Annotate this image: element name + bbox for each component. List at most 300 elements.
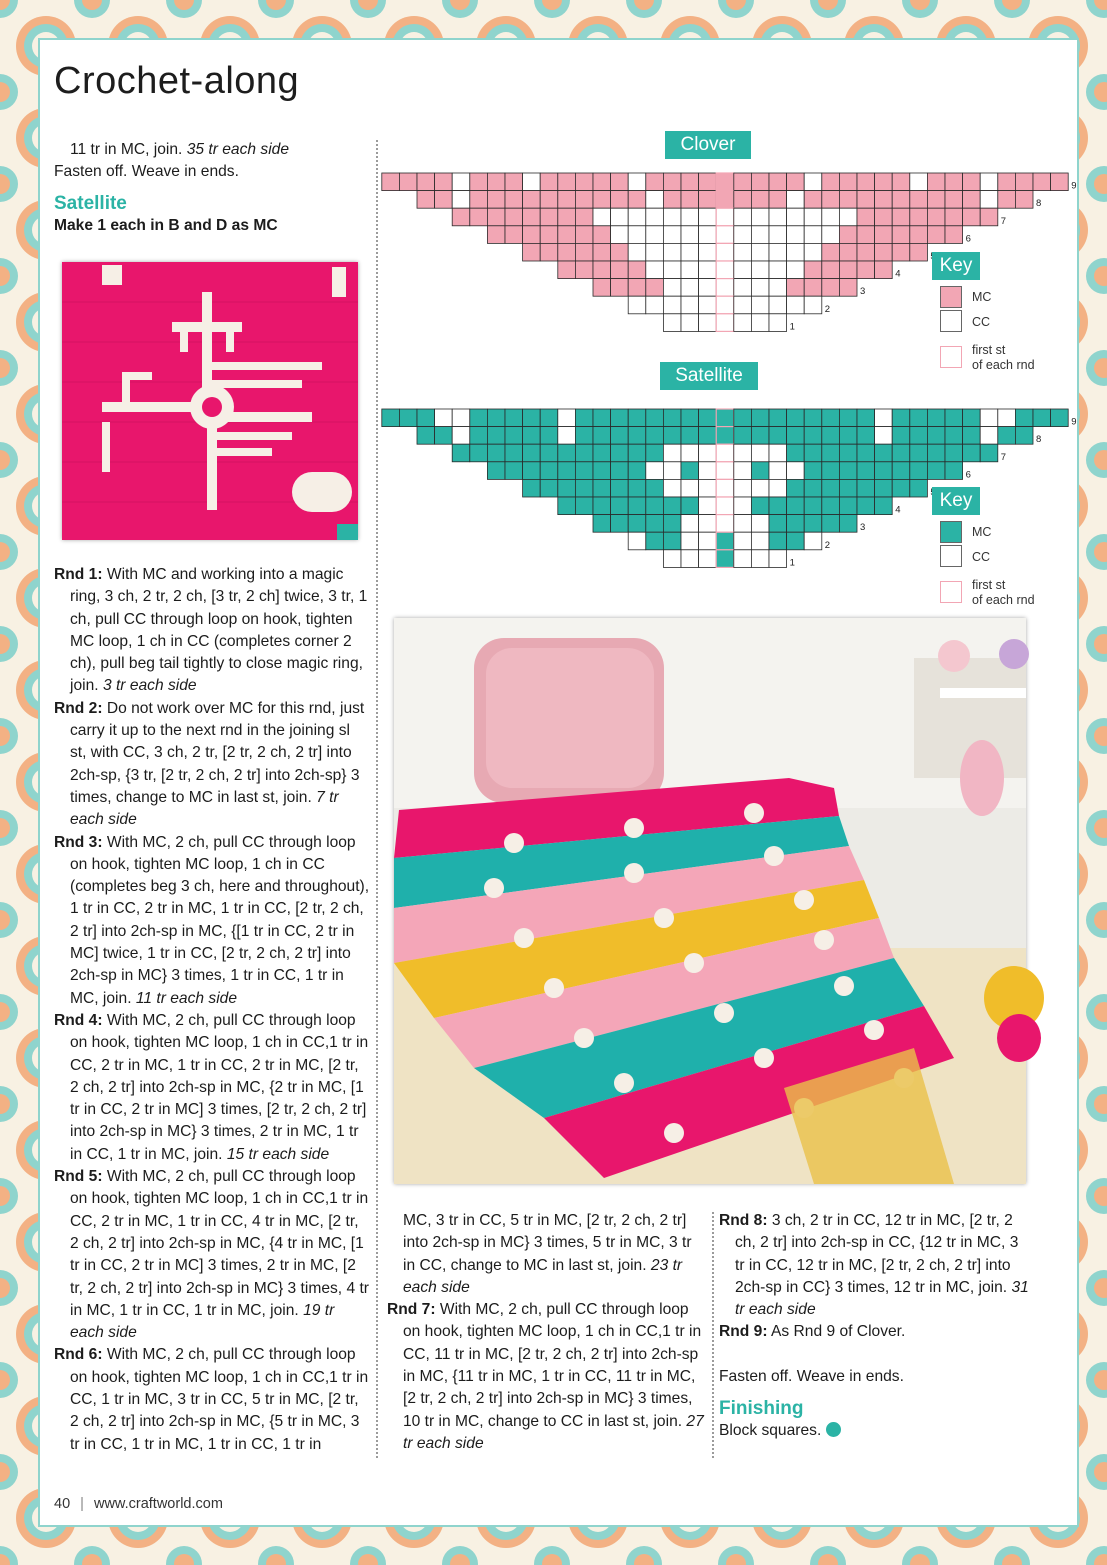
chart-row-number: 6 — [965, 469, 971, 481]
chart-cell — [663, 208, 681, 226]
chart-cell — [505, 444, 523, 462]
satellite-square-photo — [62, 262, 358, 540]
clover-key-first-label — [972, 343, 1035, 373]
chart-cell — [558, 409, 576, 427]
chart-cell — [751, 409, 769, 427]
column-2 — [387, 1210, 705, 1455]
chart-cell — [892, 479, 910, 497]
chart-cell — [875, 444, 893, 462]
chart-cell — [593, 173, 611, 191]
chart-cell — [540, 409, 558, 427]
chart-cell — [875, 462, 893, 480]
chart-cell — [716, 532, 734, 550]
chart-cell — [839, 279, 857, 297]
chart-cell — [417, 191, 435, 209]
chart-cell — [892, 173, 910, 191]
chart-cell — [575, 261, 593, 279]
chart-cell — [910, 409, 928, 427]
chart-row-number: 9 — [1071, 180, 1077, 192]
chart-cell — [646, 296, 664, 314]
section-subtitle: Make 1 each in B and D as MC — [54, 216, 278, 234]
round-8-text: 3 ch, 2 tr in CC, 12 tr in MC, [2 tr, 2 ch, 2 tr] into 2ch-sp in CC, {12 tr in MC, 3 tr in CC, 12 tr in MC, [2 tr, 2 ch, 2 tr] into 2ch-sp in CC} 3 times, 12 tr in MC, join. — [735, 1212, 1019, 1296]
chart-cell — [945, 427, 963, 445]
round-6-count: 23 tr each side — [403, 1256, 683, 1296]
chart-cell — [611, 444, 629, 462]
chart-cell — [716, 243, 734, 261]
chart-cell — [558, 208, 576, 226]
chart-cell — [699, 515, 717, 533]
chart-cell — [787, 296, 805, 314]
chart-cell — [734, 314, 752, 332]
chart-cell — [822, 243, 840, 261]
chart-cell — [663, 243, 681, 261]
chart-cell — [804, 409, 822, 427]
chart-cell — [699, 279, 717, 297]
chart-cell — [734, 173, 752, 191]
yarn-ball-icon — [826, 1422, 841, 1437]
chart-cell — [787, 409, 805, 427]
round-3-text: With MC, 2 ch, pull CC through loop on hook, tighten MC loop, 1 ch in CC (completes beg 3 ch, here and throughout), 1 tr in CC, 2 tr in MC, 1 tr in CC, [2 tr, 2 ch, 2 tr] into 2ch-sp in MC, {[1 tr in CC, 2 tr in MC] twice, 1 tr in CC, [2 tr, 2 ch, 2 tr] into 2ch-sp in MC} 3 times, 1 tr in CC, 1 tr in MC, join. — [70, 833, 370, 1007]
chart-row-number: 9 — [1071, 416, 1077, 428]
clover-key-title: Key — [932, 252, 980, 280]
chart-cell — [769, 296, 787, 314]
chart-cell — [399, 173, 417, 191]
chart-cell — [927, 173, 945, 191]
chart-cell — [628, 226, 646, 244]
chart-cell — [839, 427, 857, 445]
chart-cell — [769, 444, 787, 462]
chart-cell — [857, 462, 875, 480]
chart-cell — [963, 208, 981, 226]
chart-cell — [593, 515, 611, 533]
chart-cell — [804, 296, 822, 314]
round-9-label: Rnd 9: — [719, 1323, 768, 1341]
chart-cell — [716, 314, 734, 332]
satellite-key-first-line2: of each rnd — [972, 593, 1035, 607]
chart-cell — [769, 427, 787, 445]
chart-cell — [646, 444, 664, 462]
chart-cell — [751, 279, 769, 297]
chart-cell — [751, 173, 769, 191]
chart-cell — [734, 261, 752, 279]
chart-cell — [628, 479, 646, 497]
chart-cell — [505, 191, 523, 209]
chart-cell — [575, 173, 593, 191]
chart-cell — [839, 243, 857, 261]
chart-cell — [822, 427, 840, 445]
chart-cell — [751, 261, 769, 279]
column-1 — [54, 139, 370, 237]
chart-cell — [734, 532, 752, 550]
chart-cell — [716, 462, 734, 480]
chart-cell — [787, 515, 805, 533]
chart-cell — [1033, 173, 1051, 191]
chart-cell — [417, 427, 435, 445]
chart-cell — [769, 173, 787, 191]
chart-cell — [487, 444, 505, 462]
section-title-satellite: Satellite — [54, 192, 127, 214]
chart-cell — [681, 532, 699, 550]
round-3-count: 11 tr each side — [135, 989, 238, 1007]
chart-cell — [452, 444, 470, 462]
chart-cell — [857, 243, 875, 261]
chart-cell — [769, 515, 787, 533]
chart-cell — [998, 173, 1016, 191]
chart-cell — [470, 191, 488, 209]
chart-cell — [875, 173, 893, 191]
chart-row-number: 8 — [1036, 198, 1042, 210]
chart-cell — [505, 409, 523, 427]
chart-cell — [892, 226, 910, 244]
chart-cell — [769, 550, 787, 568]
chart-cell — [927, 462, 945, 480]
chart-cell — [804, 279, 822, 297]
chart-cell — [681, 515, 699, 533]
chart-cell — [857, 191, 875, 209]
chart-cell — [980, 208, 998, 226]
chart-cell — [452, 191, 470, 209]
chart-cell — [540, 243, 558, 261]
chart-cell — [769, 191, 787, 209]
chart-cell — [769, 479, 787, 497]
chart-cell — [611, 208, 629, 226]
chart-cell — [945, 226, 963, 244]
round-4-label: Rnd 4: — [54, 1011, 103, 1029]
round-4-text: With MC, 2 ch, pull CC through loop on hook, tighten MC loop, 1 ch in CC,1 tr in CC, 2 tr in MC, 1 tr in CC, 2 tr in MC, [2 tr, 2 ch, 2 tr] into 2ch-sp in MC, {2 tr in MC, [1 tr in CC, 2 tr in MC] 3 times, [2 tr, 2 ch, 2 tr] into 2ch-sp in MC} 3 times, 2 tr in MC, 1 tr in CC, 1 tr in MC, join. — [70, 1011, 369, 1163]
chart-cell — [1015, 427, 1033, 445]
chart-cell — [963, 409, 981, 427]
column-3 — [719, 1210, 1031, 1443]
chart-cell — [892, 427, 910, 445]
chart-cell — [804, 243, 822, 261]
chart-cell — [839, 226, 857, 244]
chart-cell — [734, 279, 752, 297]
chart-cell — [1051, 409, 1069, 427]
chart-cell — [769, 409, 787, 427]
chart-cell — [751, 479, 769, 497]
chart-cell — [540, 427, 558, 445]
chart-cell — [734, 444, 752, 462]
satellite-key-cc-swatch — [940, 545, 962, 567]
chart-cell — [822, 479, 840, 497]
chart-cell — [663, 279, 681, 297]
chart-cell — [505, 427, 523, 445]
chart-row-number: 7 — [1000, 215, 1007, 227]
chart-cell — [769, 226, 787, 244]
chart-cell — [734, 462, 752, 480]
chart-cell — [751, 427, 769, 445]
chart-cell — [769, 532, 787, 550]
chart-cell — [734, 226, 752, 244]
chart-cell — [487, 462, 505, 480]
intro-line-1 — [54, 139, 370, 161]
column-1-rounds — [54, 564, 370, 1456]
chart-cell — [646, 479, 664, 497]
chart-cell — [716, 296, 734, 314]
chart-cell — [875, 243, 893, 261]
chart-cell — [716, 279, 734, 297]
chart-cell — [663, 497, 681, 515]
chart-cell — [540, 479, 558, 497]
clover-key-first-line2: of each rnd — [972, 358, 1035, 372]
chart-cell — [681, 497, 699, 515]
chart-cell — [628, 191, 646, 209]
chart-cell — [804, 444, 822, 462]
chart-cell — [382, 173, 400, 191]
chart-cell — [945, 444, 963, 462]
chart-row-number: 1 — [789, 557, 795, 569]
chart-cell — [681, 444, 699, 462]
chart-cell — [628, 261, 646, 279]
chart-cell — [611, 261, 629, 279]
chart-cell — [787, 208, 805, 226]
chart-cell — [575, 226, 593, 244]
chart-cell — [751, 208, 769, 226]
round-5-label: Rnd 5: — [54, 1168, 103, 1186]
chart-cell — [787, 497, 805, 515]
chart-cell — [382, 409, 400, 427]
chart-cell — [857, 226, 875, 244]
chart-cell — [663, 261, 681, 279]
chart-cell — [716, 444, 734, 462]
chart-cell — [681, 191, 699, 209]
chart-cell — [628, 444, 646, 462]
chart-cell — [1015, 191, 1033, 209]
chart-cell — [1015, 173, 1033, 191]
chart-cell — [910, 173, 928, 191]
chart-cell — [540, 191, 558, 209]
chart-cell — [857, 173, 875, 191]
chart-cell — [927, 444, 945, 462]
chart-cell — [875, 208, 893, 226]
chart-cell — [593, 427, 611, 445]
chart-cell — [804, 462, 822, 480]
chart-cell — [927, 409, 945, 427]
intro-text: 11 tr in MC, join. — [70, 141, 183, 158]
round-1-count: 3 tr each side — [102, 677, 197, 695]
chart-cell — [804, 497, 822, 515]
round-6-label: Rnd 6: — [54, 1346, 103, 1364]
chart-cell — [857, 497, 875, 515]
chart-cell — [540, 226, 558, 244]
chart-row-number: 7 — [1000, 451, 1007, 463]
chart-cell — [558, 261, 576, 279]
chart-cell — [910, 479, 928, 497]
chart-cell — [734, 296, 752, 314]
chart-cell — [593, 409, 611, 427]
chart-cell — [892, 444, 910, 462]
chart-cell — [839, 444, 857, 462]
round-7-label: Rnd 7: — [387, 1301, 436, 1319]
chart-cell — [487, 409, 505, 427]
chart-cell — [751, 462, 769, 480]
page-number: 40 — [54, 1496, 71, 1512]
chart-cell — [910, 208, 928, 226]
chart-cell — [628, 409, 646, 427]
chart-cell — [1033, 409, 1051, 427]
chart-cell — [699, 479, 717, 497]
chart-cell — [646, 532, 664, 550]
chart-cell — [787, 462, 805, 480]
blanket-photo — [394, 618, 1026, 1184]
chart-cell — [699, 444, 717, 462]
chart-cell — [998, 191, 1016, 209]
chart-cell — [716, 497, 734, 515]
chart-cell — [910, 444, 928, 462]
satellite-key-first-line1: first st — [972, 578, 1006, 592]
round-2-text: Do not work over MC for this rnd, just carry it up to the next rnd in the joining sl st, with CC, 3 ch, 2 tr, [2 tr, 2 ch, 2 tr] into 2ch-sp, {3 tr, [2 tr, 2 ch, 2 tr] into 2ch-sp} 3 times, change to MC in last st, join. — [70, 699, 365, 806]
chart-cell — [523, 173, 541, 191]
round-2 — [54, 698, 370, 832]
chart-cell — [681, 314, 699, 332]
chart-cell — [558, 479, 576, 497]
chart-cell — [663, 226, 681, 244]
chart-cell — [663, 191, 681, 209]
chart-cell — [681, 462, 699, 480]
chart-cell — [804, 479, 822, 497]
chart-cell — [734, 427, 752, 445]
chart-cell — [751, 515, 769, 533]
chart-cell — [523, 409, 541, 427]
chart-cell — [487, 191, 505, 209]
round-9-text: As Rnd 9 of Clover. — [771, 1323, 906, 1341]
chart-cell — [857, 409, 875, 427]
chart-cell — [716, 515, 734, 533]
chart-cell — [822, 191, 840, 209]
chart-cell — [857, 444, 875, 462]
chart-row-number: 8 — [1036, 434, 1042, 446]
clover-chart-title: Clover — [665, 131, 751, 159]
chart-cell — [787, 261, 805, 279]
chart-cell — [910, 462, 928, 480]
chart-cell — [787, 226, 805, 244]
chart-cell — [699, 427, 717, 445]
chart-cell — [945, 191, 963, 209]
chart-cell — [892, 208, 910, 226]
chart-cell — [558, 243, 576, 261]
chart-cell — [892, 191, 910, 209]
clover-key-cc-swatch — [940, 310, 962, 332]
chart-cell — [716, 409, 734, 427]
chart-cell — [751, 296, 769, 314]
chart-cell — [751, 532, 769, 550]
clover-key-mc-label: MC — [972, 290, 992, 304]
chart-cell — [540, 444, 558, 462]
chart-cell — [663, 444, 681, 462]
chart-cell — [980, 444, 998, 462]
chart-cell — [980, 173, 998, 191]
chart-cell — [822, 226, 840, 244]
chart-cell — [523, 208, 541, 226]
chart-cell — [822, 444, 840, 462]
chart-cell — [681, 409, 699, 427]
chart-cell — [998, 409, 1016, 427]
chart-row-number: 6 — [965, 233, 971, 245]
round-4-count: 15 tr each side — [226, 1145, 330, 1163]
chart-cell — [593, 462, 611, 480]
satellite-key-cc-label: CC — [972, 550, 991, 564]
chart-cell — [857, 261, 875, 279]
chart-cell — [734, 191, 752, 209]
chart-cell — [663, 296, 681, 314]
chart-cell — [593, 226, 611, 244]
chart-cell — [751, 314, 769, 332]
chart-cell — [1015, 409, 1033, 427]
chart-cell — [927, 226, 945, 244]
chart-cell — [769, 279, 787, 297]
chart-cell — [875, 261, 893, 279]
chart-cell — [769, 261, 787, 279]
round-3-label: Rnd 3: — [54, 833, 103, 851]
chart-cell — [681, 173, 699, 191]
chart-cell — [699, 243, 717, 261]
chart-cell — [681, 550, 699, 568]
chart-cell — [575, 497, 593, 515]
chart-cell — [751, 226, 769, 244]
chart-cell — [769, 462, 787, 480]
chart-cell — [892, 462, 910, 480]
round-8-count: 31 tr each side — [735, 1278, 1029, 1319]
round-6-text: With MC, 2 ch, pull CC through loop on hook, tighten MC loop, 1 ch in CC,1 tr in CC, 1 tr in MC, 3 tr in CC, 5 tr in MC, [2 tr, 2 ch, 2 tr] into 2ch-sp in MC, {5 tr in MC, 3 tr in CC, 1 tr in MC, 1 tr in CC, 1 tr in — [70, 1346, 369, 1453]
chart-cell — [716, 550, 734, 568]
chart-cell — [646, 427, 664, 445]
chart-cell — [804, 427, 822, 445]
chart-cell — [487, 173, 505, 191]
chart-cell — [910, 243, 928, 261]
clover-key-first-line1: first st — [972, 343, 1006, 357]
chart-cell — [681, 226, 699, 244]
chart-cell — [523, 191, 541, 209]
satellite-key-first-label — [972, 578, 1035, 608]
round-1 — [54, 564, 370, 698]
intro-count: 35 tr each side — [186, 141, 290, 158]
chart-cell — [839, 515, 857, 533]
chart-cell — [804, 515, 822, 533]
chart-cell — [452, 173, 470, 191]
chart-cell — [716, 479, 734, 497]
chart-cell — [452, 409, 470, 427]
chart-cell — [593, 479, 611, 497]
chart-cell — [910, 226, 928, 244]
chart-cell — [699, 532, 717, 550]
chart-cell — [628, 427, 646, 445]
round-2-count: 7 tr each side — [70, 788, 339, 829]
round-7 — [387, 1299, 705, 1455]
chart-cell — [892, 409, 910, 427]
satellite-key-first-swatch — [940, 581, 962, 603]
chart-cell — [734, 208, 752, 226]
chart-cell — [734, 479, 752, 497]
chart-cell — [822, 208, 840, 226]
chart-cell — [945, 173, 963, 191]
page-title: Crochet-along — [54, 60, 300, 102]
chart-cell — [734, 409, 752, 427]
chart-cell — [699, 261, 717, 279]
round-7-count: 27 tr each side — [403, 1412, 704, 1452]
chart-cell — [399, 409, 417, 427]
chart-cell — [417, 409, 435, 427]
chart-cell — [839, 173, 857, 191]
chart-cell — [716, 191, 734, 209]
chart-cell — [611, 479, 629, 497]
chart-cell — [470, 409, 488, 427]
round-6 — [54, 1344, 370, 1455]
footer-separator: | — [80, 1496, 84, 1512]
chart-cell — [875, 409, 893, 427]
round-2-label: Rnd 2: — [54, 699, 103, 717]
chart-cell — [681, 261, 699, 279]
chart-cell — [663, 462, 681, 480]
